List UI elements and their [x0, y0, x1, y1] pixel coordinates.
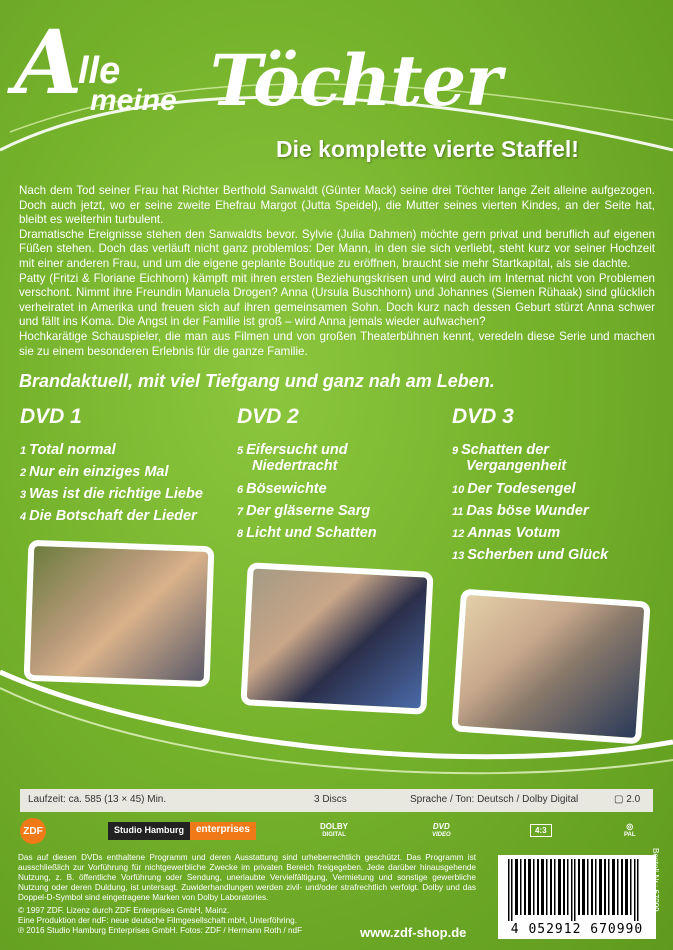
description-paragraph: Dramatische Ereignisse stehen den Sanwaldts bevor. Sylvie (Julia Dahmen) möchte gern privat und beruflich auf eigenen Füßen stehen. Doch das verläuft nicht ganz problemlos: Der Mann, in den sie sich verliebt, steht kurz vor seiner Hochzeit mit einer anderen Frau, und um die eigene geplante Boutique zu eröffnen, braucht sie mehr Startkapital, als sie dachte.: [19, 227, 655, 270]
studio-hamburg-label: Studio Hamburg: [108, 822, 190, 840]
episode-9: 9 Schatten der: [452, 442, 549, 458]
copyright-block: [18, 906, 348, 937]
episode-5-line2: Niedertracht: [252, 458, 338, 474]
episode-4: 4 Die Botschaft der Lieder: [20, 508, 197, 524]
description-paragraph: Patty (Fritzi & Floriane Eichhorn) kämpft mit ihren ersten Beziehungskrisen und wird auch im Internat nicht von Problemen verschont. Nimmt ihre Freundin Manuela Drogen? Anna (Ursula Buschhorn) und Johannes (Siemen Rühaak) sind glücklich verheiratet in Amerika und freuen sich auf ihren gemeinsamen Sohn. Doch kurz nach dessen Geburt stürzt Anna schwer und fällt ins Koma. Die Angst in der Familie ist groß – wird Anna jemals wieder aufwachen?: [19, 271, 655, 329]
description-paragraph: Hochkarätige Schauspieler, die man aus Filmen und von großen Theaterbühnen kennt, veredeln diese Serie und machen sie zu einem besonderen Erlebnis für die ganze Familie.: [19, 329, 655, 358]
globe-icon: ◎: [626, 822, 634, 831]
dolby-sub-label: DIGITAL: [322, 832, 346, 838]
copyright-line: Eine Produktion der ndF: neue deutsche Filmgesellschaft mbH, Unterföhring.: [18, 916, 297, 926]
description: [19, 184, 655, 359]
barcode-number: 4 052912 670990: [510, 922, 644, 937]
episode-3: 3 Was ist die richtige Liebe: [20, 486, 203, 502]
enterprises-label: enterprises: [190, 822, 256, 840]
dolby-label: DOLBY: [320, 822, 348, 831]
language-label: Sprache / Ton: Deutsch / Dolby Digital: [410, 794, 579, 805]
dvd2-title: DVD 2: [237, 405, 299, 428]
episode-12: 12 Annas Votum: [452, 525, 561, 541]
copyright-line: ℗ 2016 Studio Hamburg Enterprises GmbH. Fotos: ZDF / Hermann Roth / ndF: [18, 926, 303, 936]
dolby-logo: [320, 822, 348, 840]
episode-7: 7 Der gläserne Sarg: [237, 503, 371, 519]
episode-9-line2: Vergangenheit: [466, 458, 567, 474]
dvd-video-logo: [432, 822, 451, 840]
photo-family-child: [24, 540, 215, 687]
copyright-line: © 1997 ZDF. Lizenz durch ZDF Enterprises GmbH, Mainz.: [18, 906, 230, 915]
discs-label: 3 Discs: [314, 794, 347, 805]
episode-5: 5 Eifersucht und: [237, 442, 348, 458]
audio-format-label: ▢ 2.0: [614, 794, 641, 805]
photo-two-young-women: [240, 562, 433, 715]
photo-older-couple: [451, 589, 651, 745]
episode-10: 10 Der Todesengel: [452, 481, 576, 497]
legal-notice: Das auf diesen DVDs enthaltene Programm und deren Ausstattung sind urheberrechtlich geschützt. Das Programm ist ausschließlich zur Vorführung für nichtgewerbliche Zwecke im privaten Bereich freigegeben. Jede darüber hinausgehende Nutzung, z. B. öffentliche Vorführung oder Sendung, unerlaubte Vervielfältigung, Vermietung und sonstige gewerbliche Nutzung oder deren Duldung, ist untersagt. Zuwiderhandlungen werden zivil- und/oder strafrechtlich verfolgt. Dolby und das Doppel-D-Symbol sind eingetragene Marken von Dolby Laboratories.: [18, 853, 476, 902]
runtime-label: Laufzeit: ca. 585 (13 × 45) Min.: [28, 794, 167, 805]
pal-logo: [624, 822, 636, 840]
zdf-logo: ZDF: [20, 818, 46, 844]
episode-6: 6 Bösewichte: [237, 481, 327, 497]
dvd-sub-label: VIDEO: [432, 832, 451, 838]
order-number: Bestell-Nr.: 67099: [651, 848, 660, 912]
logo-letter-a: A: [14, 10, 83, 114]
subtitle: Die komplette vierte Staffel!: [276, 136, 579, 162]
studio-hamburg-enterprises-logo: [108, 822, 268, 840]
aspect-ratio-badge: 4:3: [530, 824, 552, 837]
episode-13: 13 Scherben und Glück: [452, 547, 609, 563]
episode-8: 8 Licht und Schatten: [237, 525, 377, 541]
logo-word-lle: lle: [78, 50, 121, 92]
logo-word-toechter: Töchter: [210, 39, 502, 122]
dvd1-title: DVD 1: [20, 405, 82, 428]
dvd-label: DVD: [432, 822, 450, 831]
tagline: Brandaktuell, mit viel Tiefgang und ganz nah am Leben.: [19, 371, 495, 391]
barcode-bars: [498, 855, 656, 921]
episode-1: 1 Total normal: [20, 442, 116, 458]
episode-2: 2 Nur ein einziges Mal: [20, 464, 169, 480]
description-paragraph: Nach dem Tod seiner Frau hat Richter Berthold Sanwaldt (Günter Mack) seine drei Töchter lange Zeit alleine aufgezogen. Doch auch jetzt, wo er seine zweite Ehefrau Margot (Jutta Speidel), die Mutter seines vierten Kindes, an der Seite hat, bleibt es weiterhin turbulent.: [19, 184, 655, 227]
logo-word-meine: meine: [90, 84, 177, 117]
episode-11: 11 Das böse Wunder: [452, 503, 589, 519]
dvd3-title: DVD 3: [452, 405, 514, 428]
pal-label: PAL: [624, 832, 636, 838]
surround-icon: ▢: [614, 794, 624, 805]
shop-url[interactable]: www.zdf-shop.de: [360, 925, 467, 940]
